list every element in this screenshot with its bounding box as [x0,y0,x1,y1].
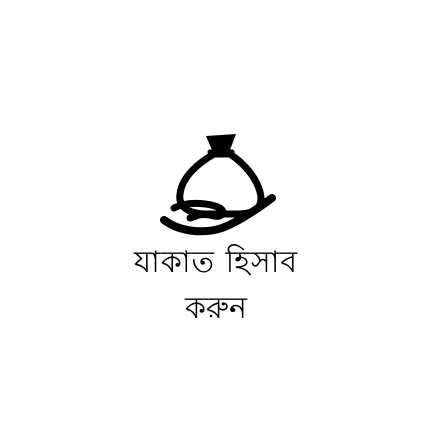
title-line-2: করুন [185,291,247,326]
money-bag-on-hand-icon [160,128,280,240]
bag-tie-shape [206,134,236,150]
title-line-1: যাকাত হিসাব [133,245,299,280]
